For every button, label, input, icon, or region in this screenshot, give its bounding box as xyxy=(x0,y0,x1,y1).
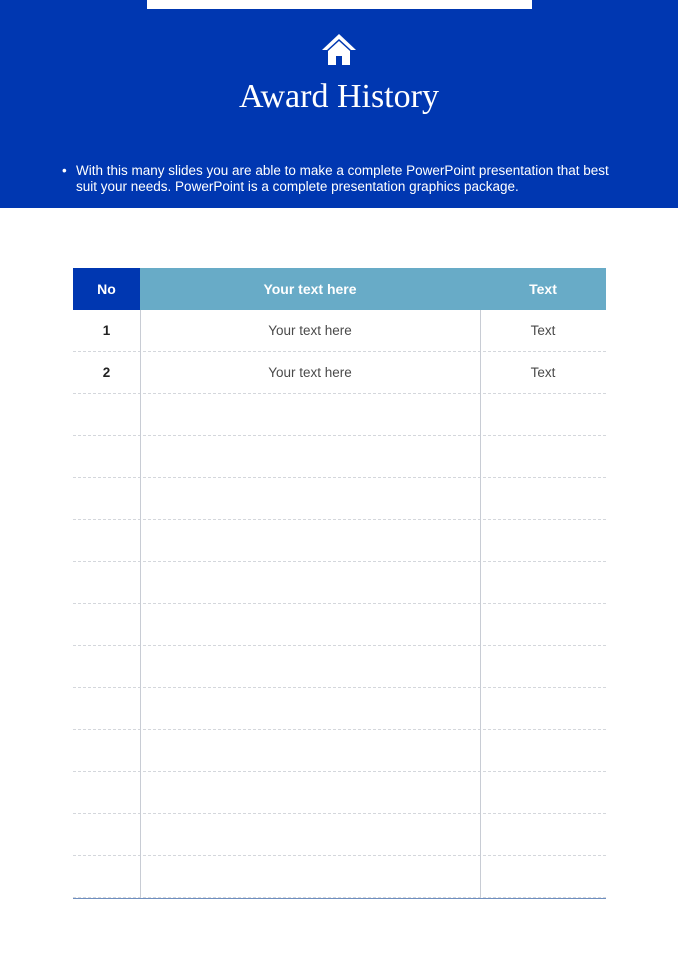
table-row xyxy=(73,352,606,394)
header-no: No xyxy=(73,268,140,310)
cell-no xyxy=(73,730,140,771)
table-row xyxy=(73,562,606,604)
cell-description xyxy=(140,604,480,645)
table-row xyxy=(73,688,606,730)
table-row xyxy=(73,856,606,898)
cell-text xyxy=(480,814,606,855)
cell-description xyxy=(140,562,480,603)
cell-text xyxy=(480,772,606,813)
cell-text xyxy=(480,394,606,435)
table-header xyxy=(73,268,606,310)
cell-no xyxy=(73,394,140,435)
table-row xyxy=(73,310,606,352)
cell-no xyxy=(73,646,140,687)
home-icon xyxy=(320,32,358,66)
cell-description xyxy=(140,688,480,729)
cell-no xyxy=(73,478,140,519)
cell-description xyxy=(140,520,480,561)
award-table xyxy=(73,268,606,898)
table-row xyxy=(73,436,606,478)
table-row xyxy=(73,604,606,646)
cell-text: Text xyxy=(530,323,556,338)
cell-description: Your text here xyxy=(268,365,352,380)
cell-no xyxy=(73,856,140,897)
intro-text: With this many slides you are able to make a complete PowerPoint presentation that best suit your needs. PowerPoint is a complete presentation graphics package. xyxy=(76,163,609,194)
cell-no: 1 xyxy=(102,323,111,338)
cell-text xyxy=(480,562,606,603)
top-white-bar xyxy=(147,0,532,9)
cell-no xyxy=(73,562,140,603)
cell-no: 2 xyxy=(102,365,111,380)
header-banner xyxy=(0,0,678,208)
table-bottom-border xyxy=(73,898,606,899)
cell-description xyxy=(140,730,480,771)
cell-text xyxy=(480,730,606,771)
cell-description xyxy=(140,814,480,855)
header-text: Text xyxy=(480,268,606,310)
cell-description xyxy=(140,436,480,477)
column-divider xyxy=(140,310,141,898)
page-title: Award History xyxy=(239,78,439,115)
cell-description xyxy=(140,478,480,519)
table-body xyxy=(73,310,606,898)
cell-description xyxy=(140,646,480,687)
table-row xyxy=(73,394,606,436)
table-row xyxy=(73,814,606,856)
cell-text xyxy=(480,520,606,561)
cell-text xyxy=(480,856,606,897)
table-row xyxy=(73,520,606,562)
header-description: Your text here xyxy=(140,268,480,310)
cell-no xyxy=(73,814,140,855)
cell-no xyxy=(73,772,140,813)
cell-description xyxy=(140,772,480,813)
cell-description xyxy=(140,394,480,435)
cell-text: Text xyxy=(530,365,556,380)
cell-no xyxy=(73,436,140,477)
cell-no xyxy=(73,520,140,561)
cell-description xyxy=(140,856,480,897)
cell-no xyxy=(73,604,140,645)
intro-bullet xyxy=(62,163,622,195)
bullet-dot: • xyxy=(62,163,67,178)
table-row xyxy=(73,478,606,520)
cell-text xyxy=(480,478,606,519)
column-divider xyxy=(480,310,481,898)
table-row xyxy=(73,772,606,814)
cell-description: Your text here xyxy=(268,323,352,338)
table-row xyxy=(73,646,606,688)
cell-text xyxy=(480,688,606,729)
cell-text xyxy=(480,436,606,477)
cell-no xyxy=(73,688,140,729)
table-row xyxy=(73,730,606,772)
cell-text xyxy=(480,646,606,687)
cell-text xyxy=(480,604,606,645)
